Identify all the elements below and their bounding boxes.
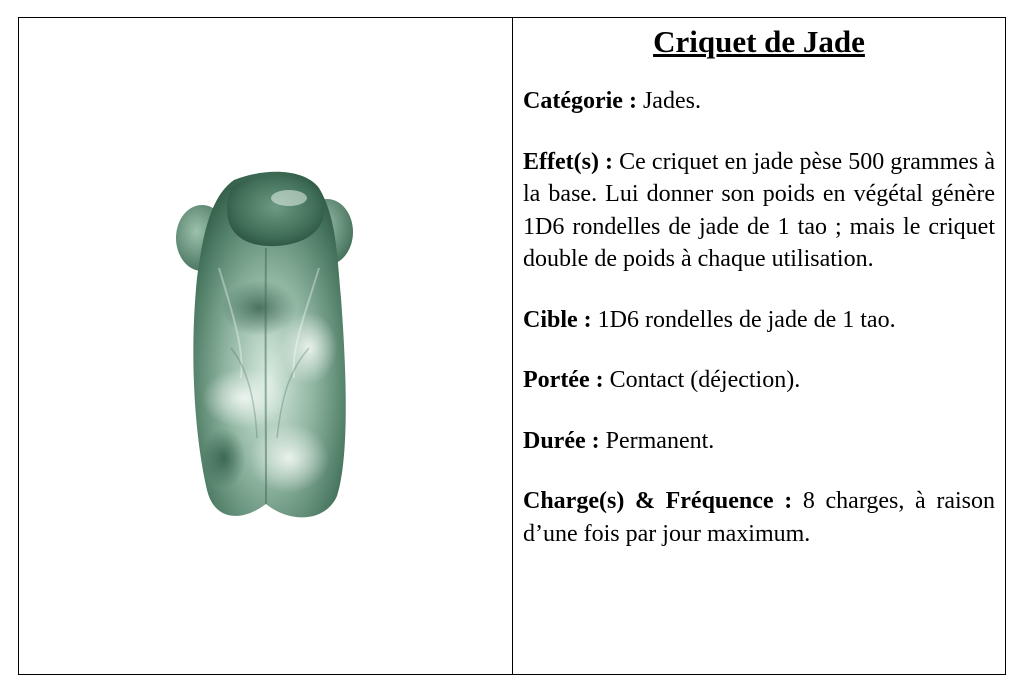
field-category [523, 85, 995, 118]
jade-cricket-icon [19, 18, 513, 674]
field-label: Portée : [523, 367, 604, 393]
item-title: Criquet de Jade [653, 24, 865, 59]
field-range [523, 364, 995, 397]
field-label: Charge(s) & Fréquence : [523, 488, 793, 514]
field-duration [523, 425, 995, 458]
field-effects [523, 146, 995, 276]
field-label: Durée : [523, 427, 600, 454]
field-value: Contact (déjection). [603, 367, 801, 393]
field-target [523, 304, 995, 337]
field-charges [523, 485, 995, 550]
image-cell [19, 18, 513, 674]
field-value: Ce criquet en jade pèse 500 grammes à la base. Lui donner son poids en végétal génère 1D6 rondelles de jade de 1 tao ; mais le criquet double de poids à chaque utilisation. [523, 148, 996, 272]
description-cell [513, 18, 1005, 674]
field-label: Effet(s) : [523, 148, 614, 175]
field-value: Jades. [636, 88, 701, 114]
item-card [18, 17, 1006, 675]
field-label: Cible : [523, 306, 592, 333]
field-label: Catégorie : [523, 88, 637, 114]
field-value: Permanent. [599, 427, 715, 454]
field-value: 8 charges, à raison d’une fois par jour maximum. [523, 488, 995, 547]
field-value: 1D6 rondelles de jade de 1 tao. [591, 306, 896, 333]
